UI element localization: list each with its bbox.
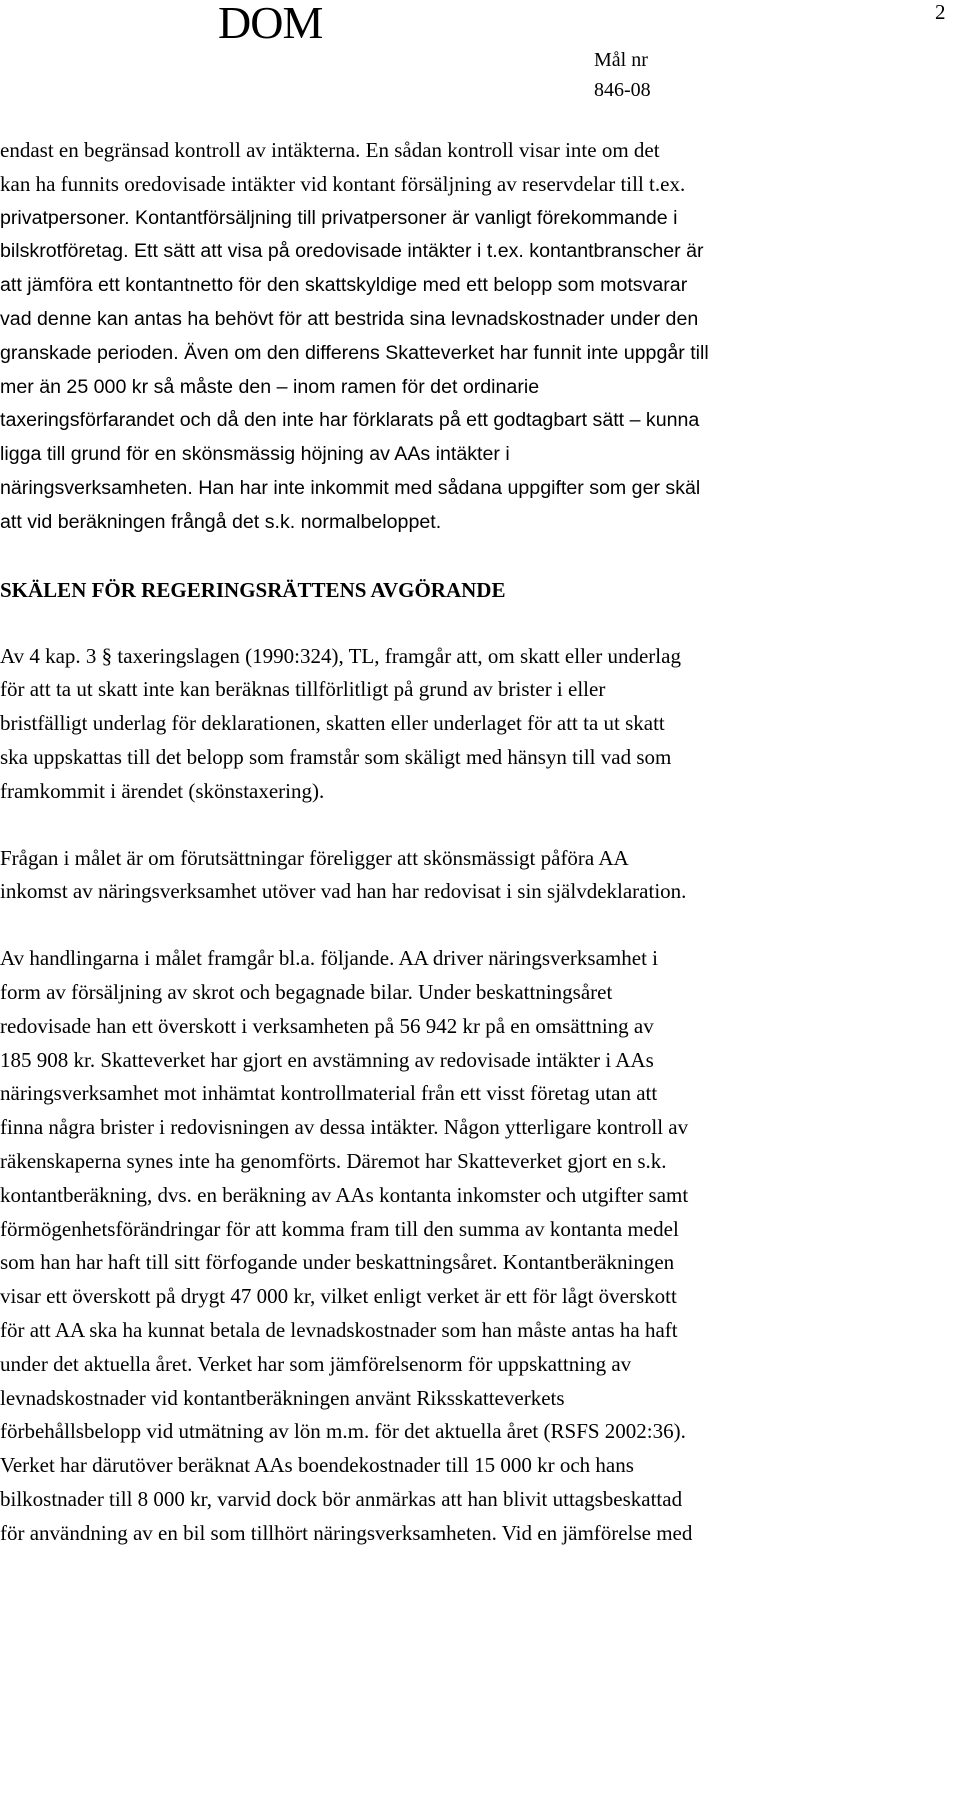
text-line: som han har haft till sitt förfogande under beskattningsåret. Kontantberäkningen (0, 1250, 675, 1275)
text-line: 185 908 kr. Skatteverket har gjort en avstämning av redovisade intäkter i AAs (0, 1047, 654, 1072)
text-line: kan ha funnits oredovisade intäkter vid kontant försäljning av reservdelar till t.ex. (0, 171, 686, 196)
text-line: näringsverksamheten. Han har inte inkommit med sådana uppgifter som ger skäl (0, 476, 701, 499)
text-line: vad denne kan antas ha behövt för att bestrida sina levnadskostnader under den (0, 307, 699, 330)
text-line: Av 4 kap. 3 § taxeringslagen (1990:324), TL, framgår att, om skatt eller underlag (0, 643, 681, 668)
text-line: räkenskaperna synes inte ha genomförts. Däremot har Skatteverket gjort en s.k. (0, 1148, 667, 1173)
text-line: endast en begränsad kontroll av intäkterna. En sådan kontroll visar inte om det (0, 138, 660, 162)
text-line: förmögenhetsförändringar för att komma fram till den summa av kontanta medel (0, 1216, 679, 1241)
text-line: redovisade han ett överskott i verksamheten på 56 942 kr på en omsättning av (0, 1013, 654, 1038)
case-number: 846-08 (594, 79, 651, 101)
text-line: för användning av en bil som tillhört näringsverksamheten. Vid en jämförelse med (0, 1520, 693, 1545)
page-number: 2 (935, 0, 946, 24)
text-line: finna några brister i redovisningen av dessa intäkter. Någon ytterligare kontroll av (0, 1115, 689, 1140)
text-line: mer än 25 000 kr så måste den – inom ramen för det ordinarie (0, 375, 540, 398)
case-label: Mål nr (594, 49, 648, 71)
text-line: framkommit i ärendet (skönstaxering). (0, 778, 325, 803)
section-heading: SKÄLEN FÖR REGERINGSRÄTTENS AVGÖRANDE (0, 577, 506, 602)
text-line: Av handlingarna i målet framgår bl.a. följande. AA driver näringsverksamhet i (0, 946, 658, 971)
text-line: bristfälligt underlag för deklarationen, skatten eller underlaget för att ta ut skatt (0, 711, 665, 736)
text-line: kontantberäkning, dvs. en beräkning av AAs kontanta inkomster och utgifter samt (0, 1182, 689, 1207)
text-line: bilkostnader till 8 000 kr, varvid dock bör anmärkas att han blivit uttagsbeskattad (0, 1486, 683, 1511)
text-line: bilskrotföretag. Ett sätt att visa på oredovisade intäkter i t.ex. kontantbranscher är (0, 240, 704, 263)
text-line: under det aktuella året. Verket har som jämförelsenorm för uppskattning av (0, 1351, 632, 1376)
paragraph-3 (0, 842, 960, 910)
text-line: för att ta ut skatt inte kan beräknas tillförlitligt på grund av brister i eller (0, 677, 606, 702)
paragraph-2 (0, 640, 960, 809)
text-line: privatpersoner. Kontantförsäljning till privatpersoner är vanligt förekommande i (0, 206, 678, 229)
text-line: Verket har därutöver beräknat AAs boendekostnader till 15 000 kr och hans (0, 1453, 634, 1478)
text-line: ska uppskattas till det belopp som framstår som skäligt med hänsyn till vad som (0, 744, 672, 769)
text-line: taxeringsförfarandet och då den inte har förklarats på ett godtagbart sätt – kunna (0, 409, 700, 432)
text-line: för att AA ska ha kunnat betala de levnadskostnader som han måste antas ha haft (0, 1317, 678, 1342)
text-line: form av försäljning av skrot och begagnade bilar. Under beskattningsåret (0, 979, 613, 1004)
paragraph-4 (0, 942, 960, 1550)
document-title: DOM (218, 0, 323, 48)
text-line: ligga till grund för en skönsmässig höjning av AAs intäkter i (0, 443, 510, 466)
text-line: levnadskostnader vid kontantberäkningen använt Riksskatteverkets (0, 1385, 565, 1410)
text-line: granskade perioden. Även om den differens Skatteverket har funnit inte uppgår till (0, 341, 709, 364)
text-line: Frågan i målet är om förutsättningar föreligger att skönsmässigt påföra AA (0, 845, 629, 870)
text-line: att jämföra ett kontantnetto för den skattskyldige med ett belopp som motsvarar (0, 274, 688, 297)
text-line: förbehållsbelopp vid utmätning av lön m.m. för det aktuella året (RSFS 2002:36). (0, 1419, 686, 1444)
document-body (0, 134, 960, 1550)
text-line: näringsverksamhet mot inhämtat kontrollmaterial från ett visst företag utan att (0, 1081, 658, 1106)
text-line: att vid beräkningen frångå det s.k. normalbeloppet. (0, 510, 442, 533)
text-line: visar ett överskott på drygt 47 000 kr, vilket enligt verket är ett för lågt överskott (0, 1284, 677, 1309)
paragraph-1 (0, 134, 960, 540)
text-line: inkomst av näringsverksamhet utöver vad han har redovisat i sin självdeklaration. (0, 879, 687, 904)
